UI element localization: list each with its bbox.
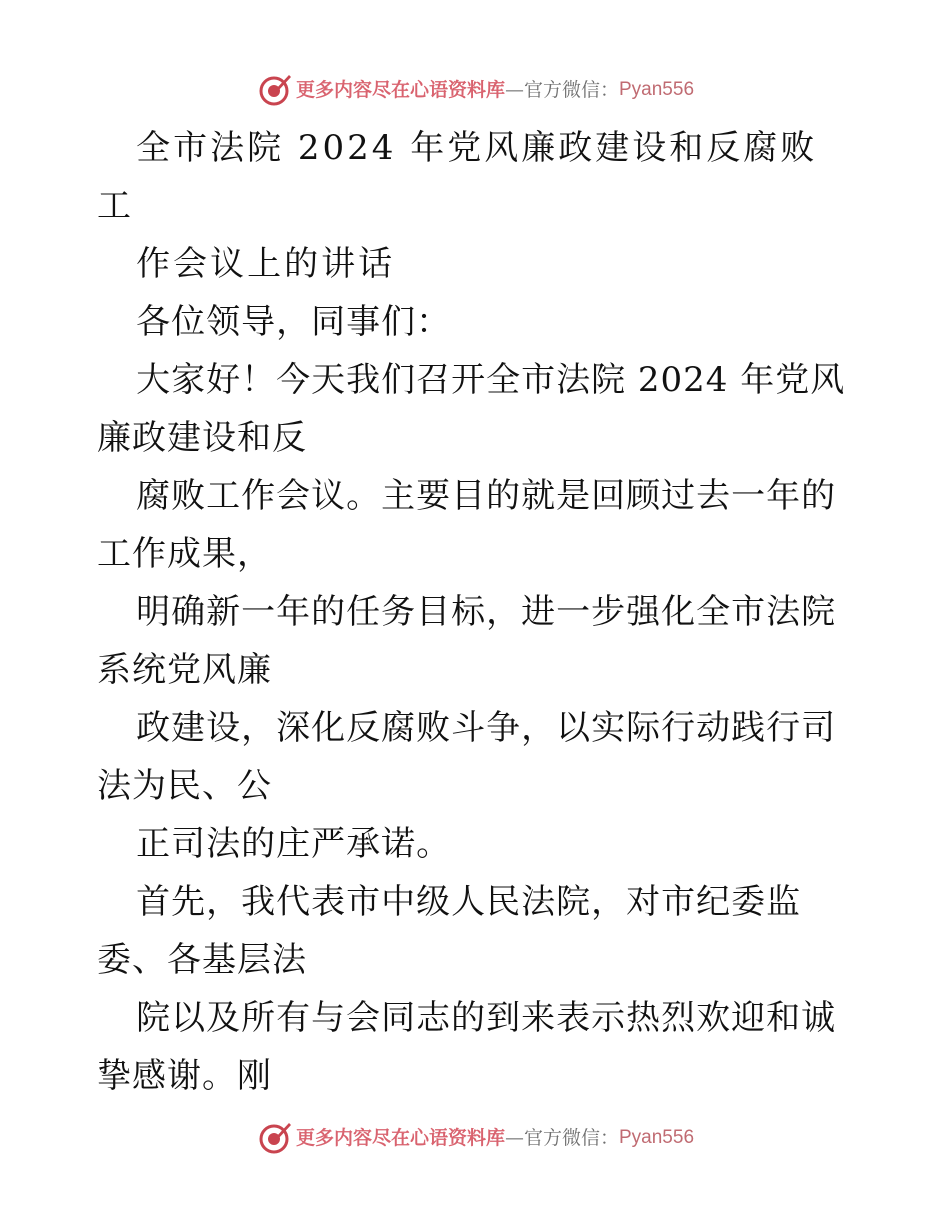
banner-wechat-id: Pyan556 [619,1127,695,1148]
document-body [97,119,853,1105]
paragraph-line: 首先，我代表市中级人民法院，对市纪委监委、各基层法 [97,882,802,980]
banner-dash: — [504,79,524,101]
document-title [97,119,853,293]
paragraph-line: 正司法的庄严承诺。 [136,824,452,864]
banner-dash: — [504,1127,524,1149]
pen-logo-icon [256,1120,292,1156]
title-line: 全市法院 2024 年党风廉政建设和反腐败工 [97,128,818,226]
paragraph-line: 政建设，深化反腐败斗争，以实际行动践行司法为民、公 [97,708,837,806]
paragraph-line: 院以及所有与会同志的到来表示热烈欢迎和诚挚感谢。刚 [97,998,837,1096]
banner-site-name: 更多内容尽在心语资料库 [295,1127,505,1149]
title-line: 作会议上的讲话 [136,244,396,284]
banner-wechat-label: 官方微信： [523,79,619,101]
footer-watermark-banner [0,1118,950,1158]
paragraph-line: 腐败工作会议。主要目的就是回顾过去一年的工作成果， [97,476,837,574]
paragraph-line: 各位领导，同事们： [136,302,452,342]
paragraph-line: 大家好！今天我们召开全市法院 2024 年党风廉政建设和反 [97,360,846,458]
banner-wechat-id: Pyan556 [619,79,695,100]
banner-site-name: 更多内容尽在心语资料库 [295,79,505,101]
header-watermark-banner [0,70,950,110]
paragraph-line: 明确新一年的任务目标，进一步强化全市法院系统党风廉 [97,592,837,690]
pen-logo-icon [256,72,292,108]
banner-wechat-label: 官方微信： [523,1127,619,1149]
